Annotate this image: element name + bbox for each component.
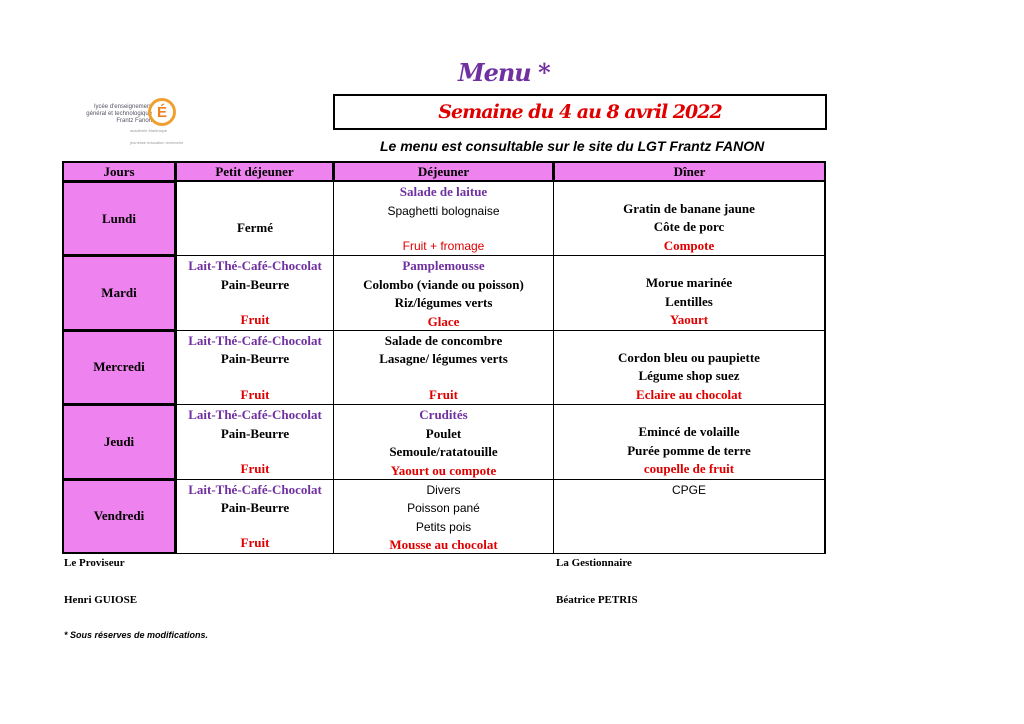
menu-item: Colombo (viande ou poisson) xyxy=(363,276,524,292)
menu-item xyxy=(177,201,333,219)
menu-item: Légume shop suez xyxy=(638,368,740,384)
menu-item: Divers xyxy=(426,482,461,497)
dinner-cell xyxy=(553,404,826,479)
lunch-cell xyxy=(333,255,554,330)
menu-item: Fruit + fromage xyxy=(402,238,485,253)
disclaimer-note: * Sous réserves de modifications. xyxy=(64,630,209,640)
gestionnaire-role: La Gestionnaire xyxy=(556,557,632,569)
menu-item: Yaourt xyxy=(669,312,709,328)
day-cell: Lundi xyxy=(62,181,176,256)
menu-item xyxy=(554,332,824,349)
menu-item: Pain-Beurre xyxy=(220,500,290,516)
proviseur-name: Henri GUIOSE xyxy=(64,594,138,606)
menu-item xyxy=(554,517,824,535)
breakfast-cell xyxy=(175,404,334,479)
menu-item xyxy=(177,237,333,255)
menu-item xyxy=(554,406,824,423)
menu-item: Pamplemousse xyxy=(402,258,485,274)
gestionnaire-name: Béatrice PETRIS xyxy=(556,594,638,606)
logo-text-line: lycée d'enseignement xyxy=(94,104,152,110)
breakfast-cell xyxy=(175,255,334,330)
menu-item xyxy=(177,369,333,386)
logo-text-line: académie Martinique xyxy=(130,128,168,133)
menu-item: Gratin de banane jaune xyxy=(623,200,755,216)
menu-item xyxy=(554,499,824,517)
menu-item: Pain-Beurre xyxy=(220,351,290,367)
lunch-cell xyxy=(333,181,554,256)
menu-item: Riz/légumes verts xyxy=(394,295,493,311)
logo-text-line: jeunesse éducation recherche xyxy=(130,140,184,145)
day-cell: Mardi xyxy=(62,255,176,330)
week-label: Semaine du 4 au 8 avril 2022 xyxy=(438,101,722,123)
menu-item: Compote xyxy=(663,237,715,253)
dinner-cell xyxy=(553,181,826,256)
menu-item: Fruit xyxy=(240,535,270,551)
menu-item xyxy=(177,443,333,460)
menu-item: Purée pomme de terre xyxy=(627,442,751,458)
school-logo xyxy=(86,98,186,158)
day-cell: Vendredi xyxy=(62,479,176,554)
menu-item xyxy=(334,220,553,237)
logo-text-line: Frantz Fanon xyxy=(116,118,152,124)
menu-item: Fruit xyxy=(429,386,458,402)
menu-item: Cordon bleu ou paupiette xyxy=(618,349,760,365)
logo-e-icon: É xyxy=(148,98,176,126)
menu-item: Petits pois xyxy=(415,519,472,534)
menu-item xyxy=(177,294,333,311)
dinner-cell xyxy=(553,330,826,405)
menu-item: Fermé xyxy=(236,219,274,235)
lunch-cell xyxy=(333,330,554,405)
menu-item xyxy=(334,369,553,386)
column-header-petit-dejeuner: Petit déjeuner xyxy=(175,161,334,182)
menu-item: Salade de concombre xyxy=(384,332,503,348)
menu-item: Lait-Thé-Café-Chocolat xyxy=(188,258,322,274)
menu-item: Fruit xyxy=(240,312,270,328)
menu-item: Emincé de volaille xyxy=(638,424,740,440)
breakfast-cell xyxy=(175,330,334,405)
menu-item xyxy=(554,183,824,200)
menu-item: Semoule/ratatouille xyxy=(389,444,498,460)
menu-item: Glace xyxy=(427,313,460,329)
menu-item: Crudités xyxy=(419,407,468,423)
menu-item: Salade de laitue xyxy=(399,184,488,199)
menu-item: Pain-Beurre xyxy=(220,425,290,441)
menu-item xyxy=(554,535,824,553)
subtitle: Le menu est consultable sur le site du LGT Frantz FANON xyxy=(380,138,765,154)
menu-item xyxy=(554,257,824,274)
menu-item xyxy=(177,183,333,201)
proviseur-role: Le Proviseur xyxy=(64,557,125,569)
menu-item: Poisson pané xyxy=(407,501,480,516)
menu-item: Mousse au chocolat xyxy=(389,537,498,553)
menu-item: Lait-Thé-Café-Chocolat xyxy=(188,332,322,348)
day-cell: Jeudi xyxy=(62,404,176,479)
logo-text-line: général et technologique xyxy=(86,111,152,117)
menu-item: Eclaire au chocolat xyxy=(636,386,742,402)
page-title: Menu * xyxy=(458,58,550,87)
menu-item: coupelle de fruit xyxy=(643,461,735,477)
menu-item: Fruit xyxy=(240,386,270,402)
menu-item: Côte de porc xyxy=(653,219,725,235)
breakfast-cell xyxy=(175,181,334,256)
lunch-cell xyxy=(333,479,554,554)
dinner-cell xyxy=(553,479,826,554)
menu-item: Yaourt ou compote xyxy=(390,462,497,478)
breakfast-cell xyxy=(175,479,334,554)
day-cell: Mercredi xyxy=(62,330,176,405)
menu-item: Spaghetti bolognaise xyxy=(387,203,500,218)
menu-item: Poulet xyxy=(425,425,462,441)
menu-item xyxy=(177,518,333,535)
column-header-jours: Jours xyxy=(62,161,176,182)
column-header-dejeuner: Déjeuner xyxy=(333,161,554,182)
menu-item: Morue marinée xyxy=(645,275,733,291)
menu-item: Fruit xyxy=(240,461,270,477)
menu-item: Lasagne/ légumes verts xyxy=(379,351,508,367)
dinner-cell xyxy=(553,255,826,330)
menu-item: Lentilles xyxy=(665,293,713,309)
menu-table xyxy=(62,161,826,553)
week-banner xyxy=(333,94,827,130)
menu-item: CPGE xyxy=(671,482,706,497)
column-header-diner: Dîner xyxy=(553,161,826,182)
menu-item: Pain-Beurre xyxy=(220,276,290,292)
menu-item: Lait-Thé-Café-Chocolat xyxy=(188,407,322,423)
lunch-cell xyxy=(333,404,554,479)
menu-item: Lait-Thé-Café-Chocolat xyxy=(188,481,322,497)
